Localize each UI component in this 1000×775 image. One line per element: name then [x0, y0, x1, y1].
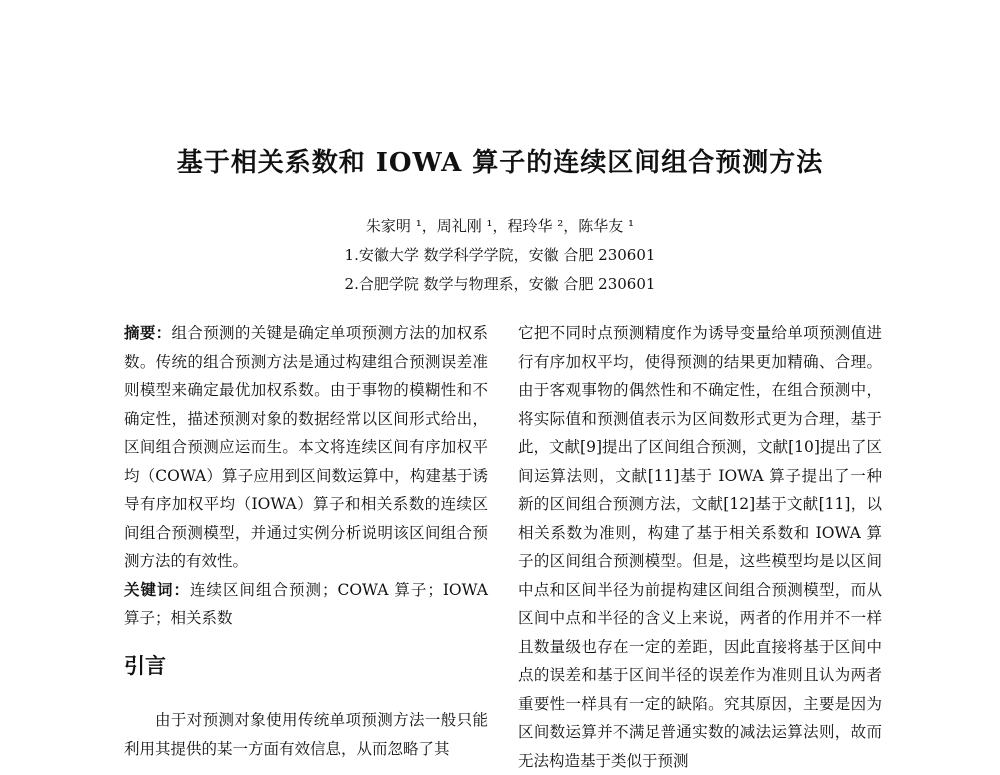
- author-list: 朱家明 ¹，周礼刚 ¹，程玲华 ²，陈华友 ¹: [365, 217, 635, 235]
- keywords: [124, 576, 488, 633]
- abstract: [124, 319, 488, 576]
- section-heading-introduction: 引言: [124, 653, 166, 678]
- keywords-text: 连续区间组合预测；COWA 算子；IOWA 算子；相关系数: [124, 580, 488, 627]
- affiliation-1: 1.安徽大学 数学科学学院，安徽 合肥 230601: [344, 246, 656, 264]
- abstract-label: 摘要：: [124, 323, 172, 342]
- keywords-label: 关键词：: [124, 579, 190, 599]
- affiliation-2: 2.合肥学院 数学与物理系，安徽 合肥 230601: [344, 275, 656, 293]
- intro-paragraph: 由于对预测对象使用传统单项预测方法一般只能利用其提供的某一方面有效信息，从而忽略了其: [124, 711, 488, 758]
- left-column: [124, 319, 488, 633]
- right-column-paragraph: 它把不同时点预测精度作为诱导变量给单项预测值进行有序加权平均，使得预测的结果更加精确、合理。由于客观事物的偶然性和不确定性，在组合预测中，将实际值和预测值表示为区间数形式更为合理，基于此，文献[9]提出了区间组合预测，文献[10]提出了区间运算法则，文献[11]基于 IOWA 算子提出了一种新的区间组合预测方法，文献[12]基于文献[11]，以相关系数为准则，构建了基于相关系数和 IOWA 算子的区间组合预测模型。但是，这些模型均是以区间中点和区间半径为前提构建区间组合预测模型，而从区间中点和半径的含义上来说，两者的作用并不一样且数量级也存在一定的差距，因此直接将基于区间中点的误差和基于区间半径的误差作为准则且认为两者重要性一样具有一定的缺陷。究其原因，主要是因为区间数运算并不满足普通实数的减法运算法则，故而无法构造基于类似于预测: [518, 324, 882, 770]
- right-column: [518, 319, 882, 775]
- paper-title: 基于相关系数和 IOWA 算子的连续区间组合预测方法: [176, 148, 824, 178]
- abstract-text: 组合预测的关键是确定单项预测方法的加权系数。传统的组合预测方法是通过构建组合预测误差准则模型来确定最优加权系数。由于事物的模糊性和不确定性，描述预测对象的数据经常以区间形式给出，区间组合预测应运而生。本文将连续区间有序加权平均（COWA）算子应用到区间数运算中，构建基于诱导有序加权平均（IOWA）算子和相关系数的连续区间组合预测模型，并通过实例分析说明该区间组合预测方法的有效性。: [124, 324, 488, 570]
